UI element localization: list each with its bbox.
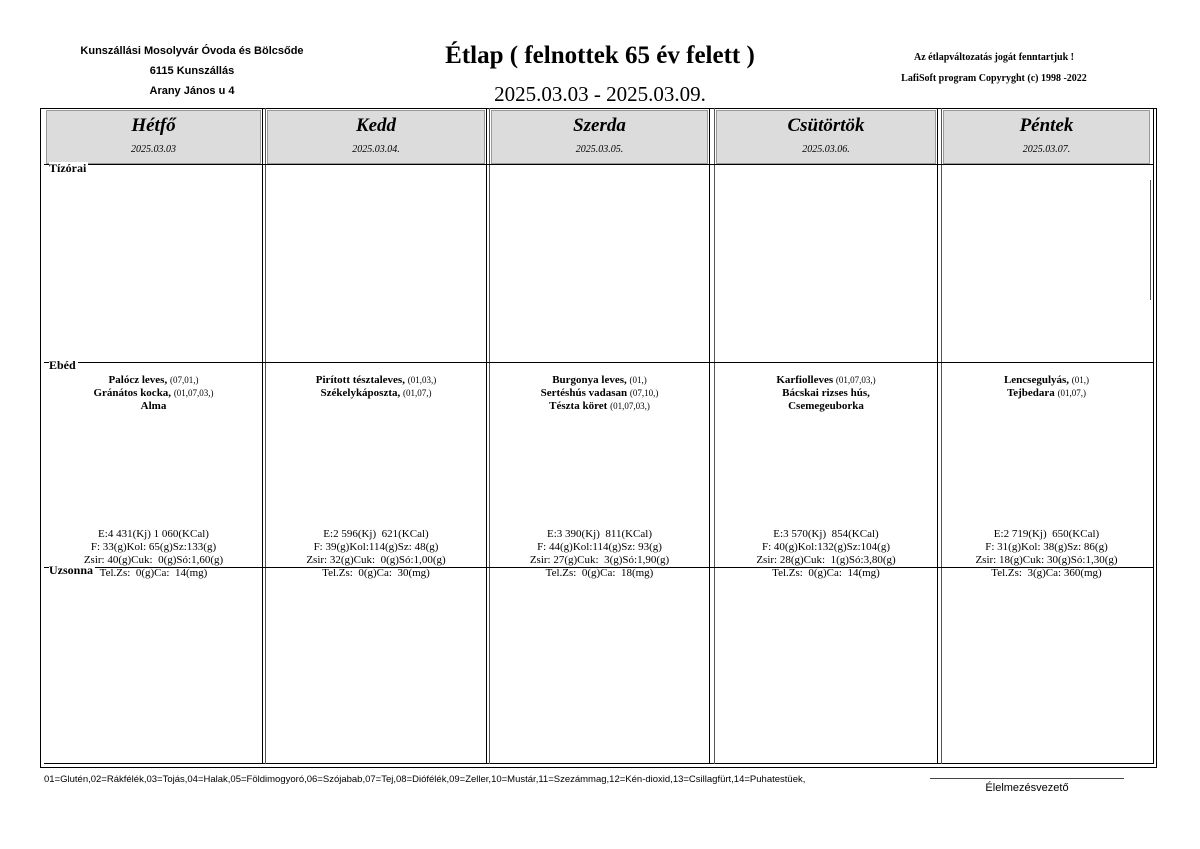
day-date: 2025.03.07. — [1022, 144, 1071, 155]
dish-item: Tészta köret (01,07,03,) — [549, 400, 650, 412]
nutrition-monday: E:4 431(Kj) 1 060(KCal) F: 33(g)Kol: 65(g)Sz:133(g) Zsir: 40(g)Cuk: 0(g)Só:1,60(g) Tel.Zs: 0(g)Ca: 14(mg) — [83, 528, 224, 579]
day-header-thursday — [716, 110, 936, 164]
org-address: Arany János u 4 — [149, 85, 235, 97]
page-title: Étlap ( felnottek 65 év felett ) — [445, 42, 755, 69]
column-divider — [714, 108, 715, 764]
date-range: 2025.03.03 - 2025.03.09. — [494, 82, 706, 106]
day-header-monday — [46, 110, 261, 164]
dish-item: Pirított tésztaleves, (01,03,) — [315, 374, 437, 386]
column-divider — [1150, 180, 1151, 300]
dish-item: Tejbedara (01,07,) — [1006, 387, 1087, 399]
day-date: 2025.03.06. — [802, 144, 850, 155]
day-name: Péntek — [1019, 115, 1074, 136]
dish-item: Lencsegulyás, (01,) — [1003, 374, 1090, 386]
row-label-tizorai: Tízórai — [49, 161, 87, 175]
dish-item: Alma — [140, 400, 167, 412]
org-name: Kunszállási Mosolyvár Óvoda és Bölcsőde — [80, 45, 304, 57]
day-name: Hétfő — [131, 115, 176, 136]
row-label-uzsonna: Uzsonna — [49, 563, 94, 577]
nutrition-friday: E:2 719(Kj) 650(KCal) F: 31(g)Kol: 38(g)Sz: 86(g) Zsir: 18(g)Cuk: 30(g)Só:1,30(g) Tel.Zs: 3(g)Ca: 360(mg) — [975, 528, 1118, 579]
column-divider — [489, 108, 490, 764]
dish-item: Palócz leves, (07,01,) — [108, 374, 199, 386]
dish-item: Székelykáposzta, (01,07,) — [320, 387, 432, 399]
signature-label: Élelmezésvezető — [985, 782, 1069, 794]
day-name: Kedd — [355, 115, 397, 136]
day-date: 2025.03.03 — [131, 144, 176, 155]
nutrition-thursday: E:3 570(Kj) 854(KCal) F: 40(g)Kol:132(g)Sz:104(g) Zsir: 28(g)Cuk: 1(g)Só:3,80(g) Tel.Zs: 0(g)Ca: 14(mg) — [756, 528, 896, 579]
dish-item: Karfiolleves (01,07,03,) — [776, 374, 876, 386]
column-divider — [941, 108, 942, 764]
day-header-tuesday — [267, 110, 485, 164]
change-notice: Az étlapváltozatás jogát fenntartjuk ! — [914, 52, 1074, 63]
menu-table-inner-frame — [44, 108, 1154, 764]
column-divider — [709, 108, 710, 764]
dish-item: Bácskai rizses hús, — [782, 387, 870, 399]
nutrition-wednesday: E:3 390(Kj) 811(KCal) F: 44(g)Kol:114(g)Sz: 93(g) Zsir: 27(g)Cuk: 3(g)Só:1,90(g) Tel.Zs: 0(g)Ca: 18(mg) — [529, 528, 670, 579]
lunch-cell-tuesday — [267, 374, 485, 400]
row-divider — [44, 164, 1154, 165]
column-divider — [265, 108, 266, 764]
dish-item: Csemegeuborka — [788, 400, 864, 412]
signature-line — [930, 778, 1124, 779]
day-header-wednesday — [491, 110, 708, 164]
column-divider — [937, 108, 938, 764]
dish-item: Gránátos kocka, (01,07,03,) — [93, 387, 214, 399]
allergen-legend: 01=Glutén,02=Rákfélék,03=Tojás,04=Halak,05=Földimogyoró,06=Szójabab,07=Tej,08=Diófélék,09=Zeller,10=Mustár,11=Szezámmag,12=Kén-dioxid,13=Csillagfürt,14=Puhatestüek, — [44, 774, 806, 785]
row-divider — [44, 362, 1154, 363]
copyright-note: LafiSoft program Copyryght (c) 1998 -2022 — [901, 73, 1087, 84]
row-label-ebed: Ebéd — [49, 358, 76, 372]
org-zip-city: 6115 Kunszállás — [149, 65, 235, 77]
day-header-friday — [943, 110, 1150, 164]
lunch-cell-wednesday — [491, 374, 708, 413]
nutrition-tuesday: E:2 596(Kj) 621(KCal) F: 39(g)Kol:114(g)Sz: 48(g) Zsir: 32(g)Cuk: 0(g)Só:1,00(g) Tel.Zs: 0(g)Ca: 30(mg) — [306, 528, 446, 579]
dish-item: Burgonya leves, (01,) — [552, 374, 647, 386]
day-name: Csütörtök — [787, 115, 865, 136]
lunch-cell-thursday — [716, 374, 936, 413]
column-divider — [262, 108, 263, 764]
dish-item: Sertéshús vadasan (07,10,) — [540, 387, 659, 399]
lunch-cell-monday — [46, 374, 261, 413]
day-date: 2025.03.04. — [352, 144, 400, 155]
day-date: 2025.03.05. — [575, 144, 624, 155]
day-name: Szerda — [573, 115, 626, 136]
column-divider — [486, 108, 487, 764]
lunch-cell-friday — [943, 374, 1150, 400]
